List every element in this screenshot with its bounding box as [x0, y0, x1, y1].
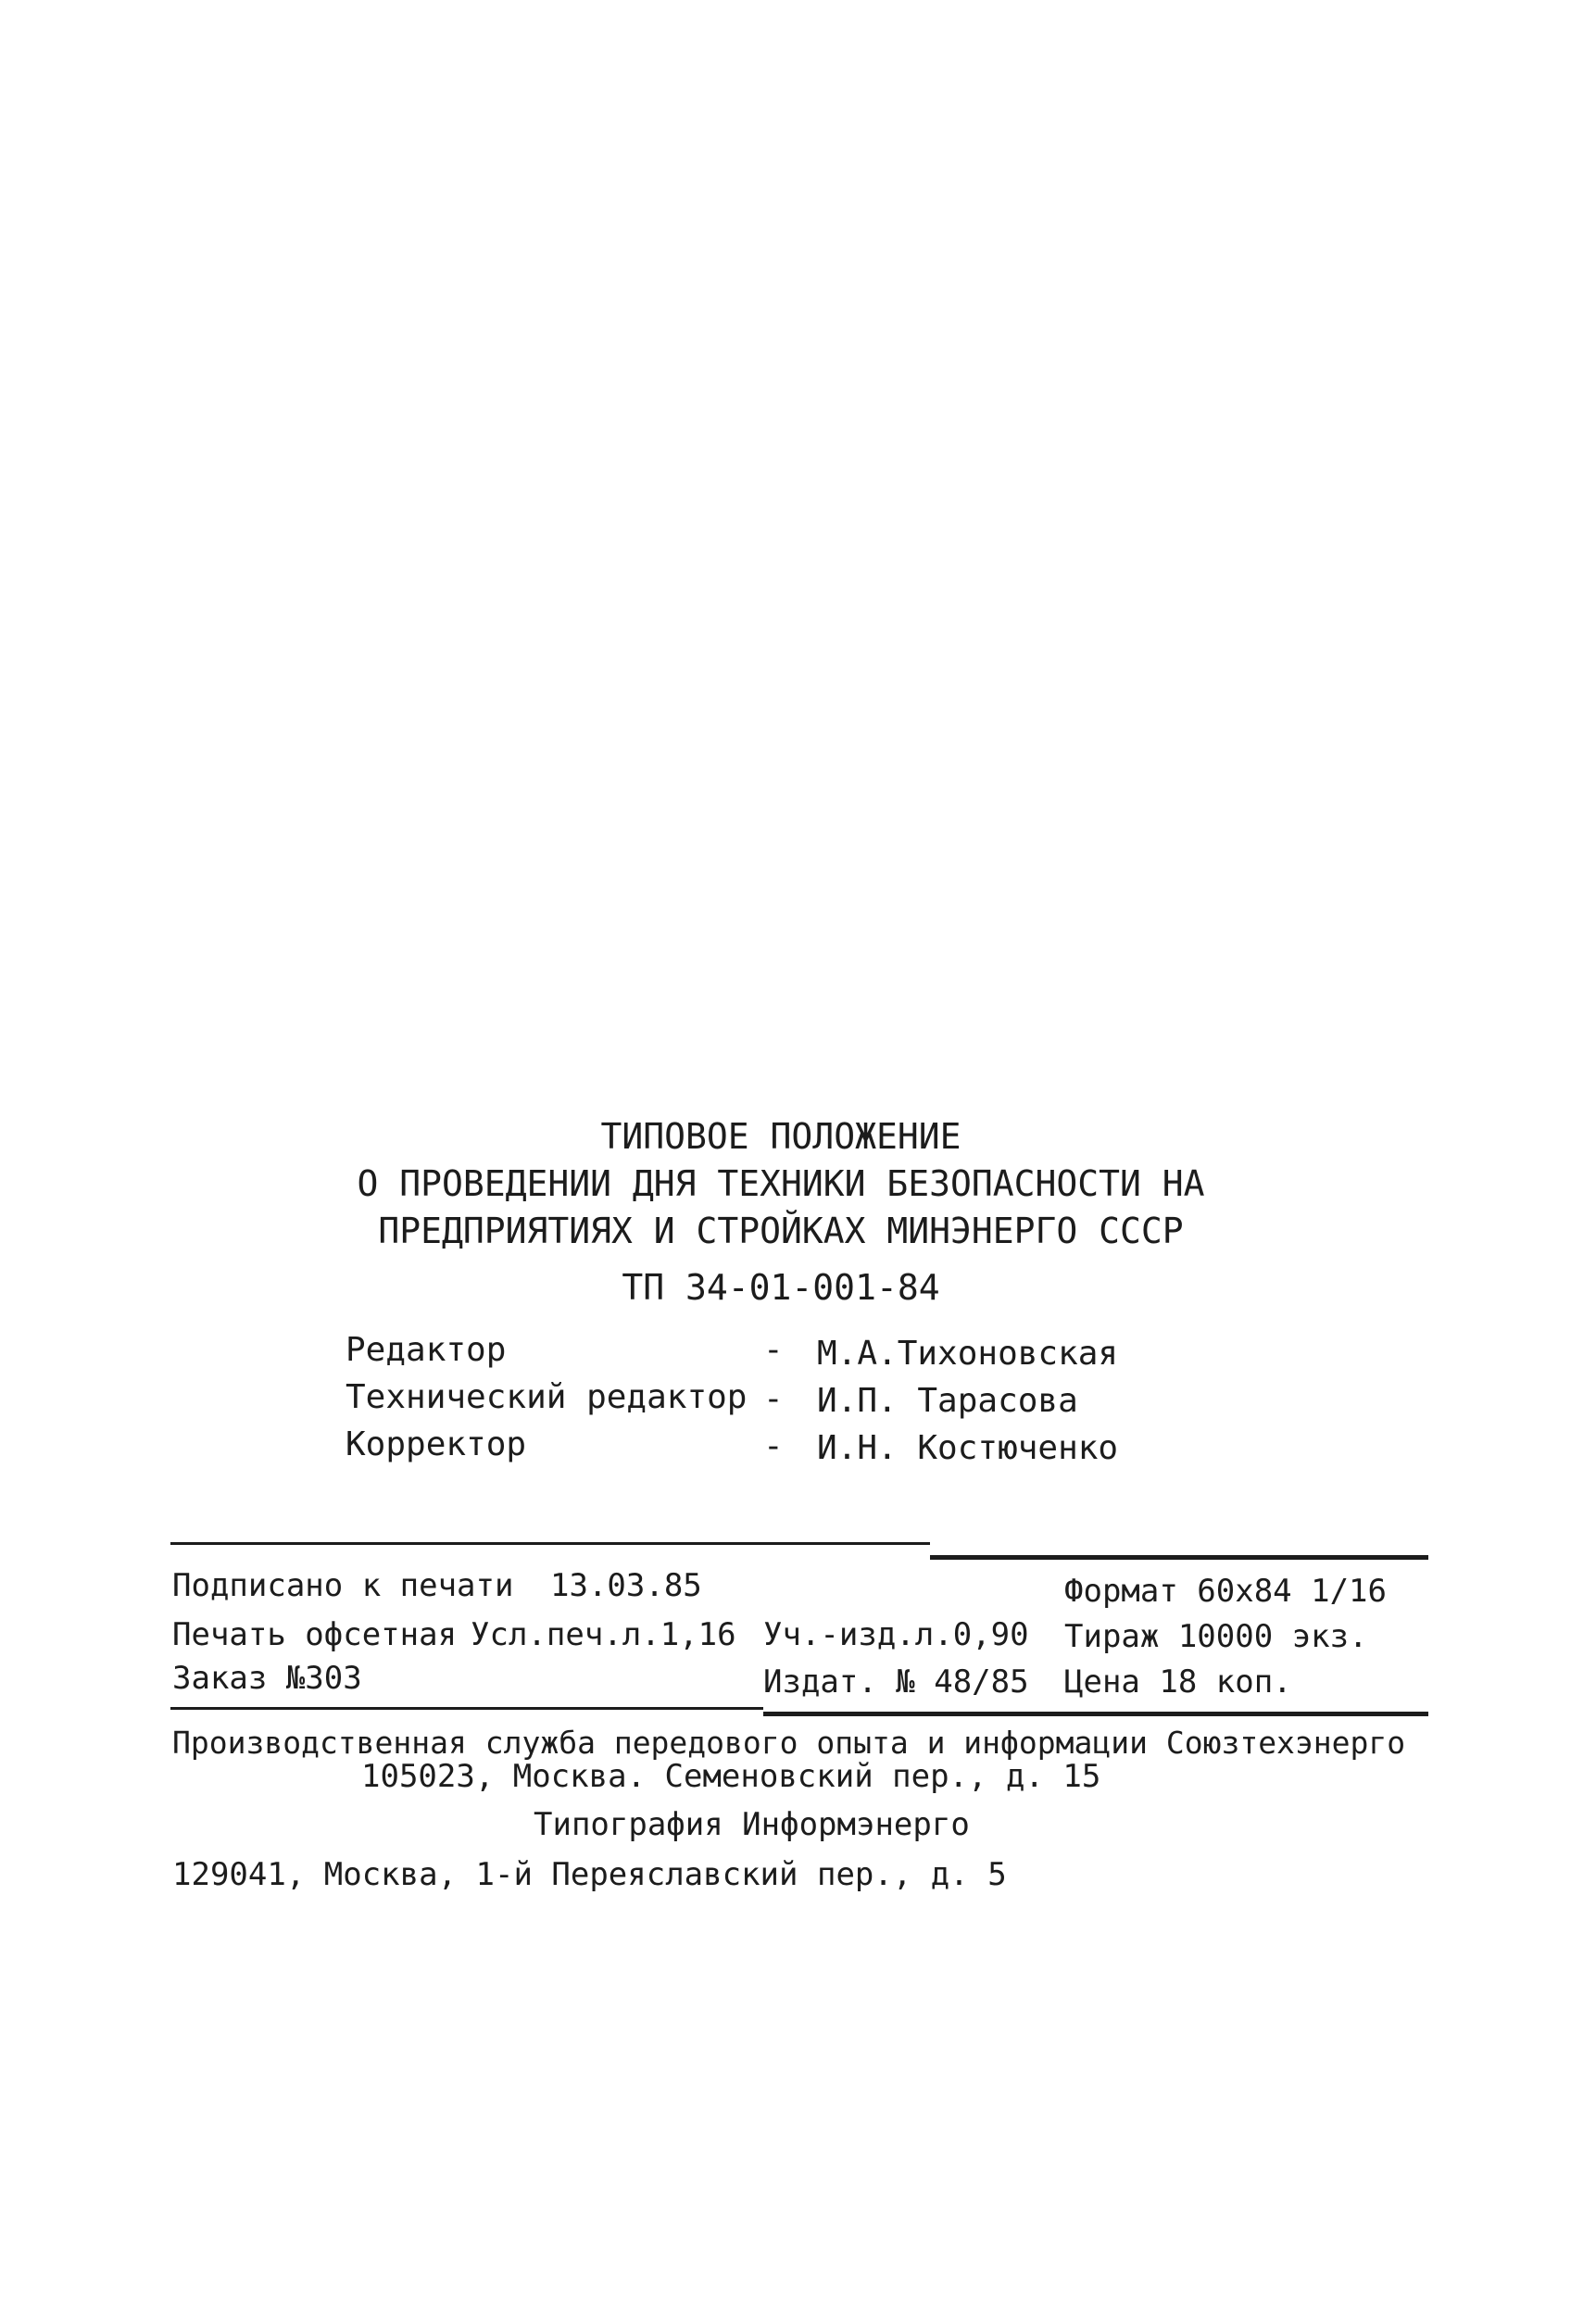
imprint-uch-izd: Уч.-изд.л.0,90	[763, 1616, 1029, 1653]
credit-name-editor: М.А.Тихоновская	[817, 1335, 1119, 1373]
credit-role-proofreader: Корректор	[346, 1425, 527, 1463]
credit-role-tech-editor: Технический редактор	[346, 1378, 748, 1416]
imprint-signed-label: Подписано к печати	[172, 1567, 514, 1604]
credit-name-proofreader: И.Н. Костюченко	[817, 1429, 1119, 1467]
credit-dash: -	[763, 1331, 784, 1369]
title-line-1: ТИПОВОЕ ПОЛОЖЕНИЕ	[600, 1116, 961, 1157]
credit-role-editor: Редактор	[346, 1331, 507, 1369]
rule-top	[170, 1542, 930, 1545]
printer-name: Типография Информэнерго	[534, 1806, 970, 1843]
publisher-service-address: 105023, Москва. Семеновский пер., д. 15	[361, 1758, 1101, 1795]
imprint-print-type: Печать офсетная	[172, 1616, 458, 1653]
imprint-format: Формат 60х84 1/16	[1064, 1573, 1387, 1610]
title-line-3: ПРЕДПРИЯТИЯХ И СТРОЙКАХ МИНЭНЕРГО СССР	[378, 1211, 1184, 1251]
document-code: ТП 34-01-001-84	[622, 1267, 940, 1308]
imprint-order: Заказ №303	[172, 1660, 362, 1697]
rule-top-right	[930, 1555, 1428, 1560]
rule-middle	[170, 1707, 763, 1710]
imprint-tirazh: Тираж 10000 экз.	[1064, 1618, 1368, 1655]
printer-address: 129041, Москва, 1-й Переяславский пер., д. 5	[172, 1856, 1007, 1893]
title-line-2: О ПРОВЕДЕНИИ ДНЯ ТЕХНИКИ БЕЗОПАСНОСТИ НА	[357, 1163, 1205, 1204]
imprint-usl-pech: Усл.печ.л.1,16	[471, 1616, 736, 1653]
credit-name-tech-editor: И.П. Тарасова	[817, 1382, 1078, 1420]
imprint-signed-date: 13.03.85	[550, 1567, 702, 1604]
imprint-izdat: Издат. № 48/85	[763, 1663, 1029, 1701]
rule-middle-right	[763, 1712, 1428, 1716]
imprint-price: Цена 18 коп.	[1064, 1663, 1292, 1701]
credit-dash: -	[763, 1380, 784, 1418]
credit-dash: -	[763, 1427, 784, 1465]
publisher-service: Производственная служба передового опыта и информации Союзтехэнерго	[172, 1725, 1406, 1761]
